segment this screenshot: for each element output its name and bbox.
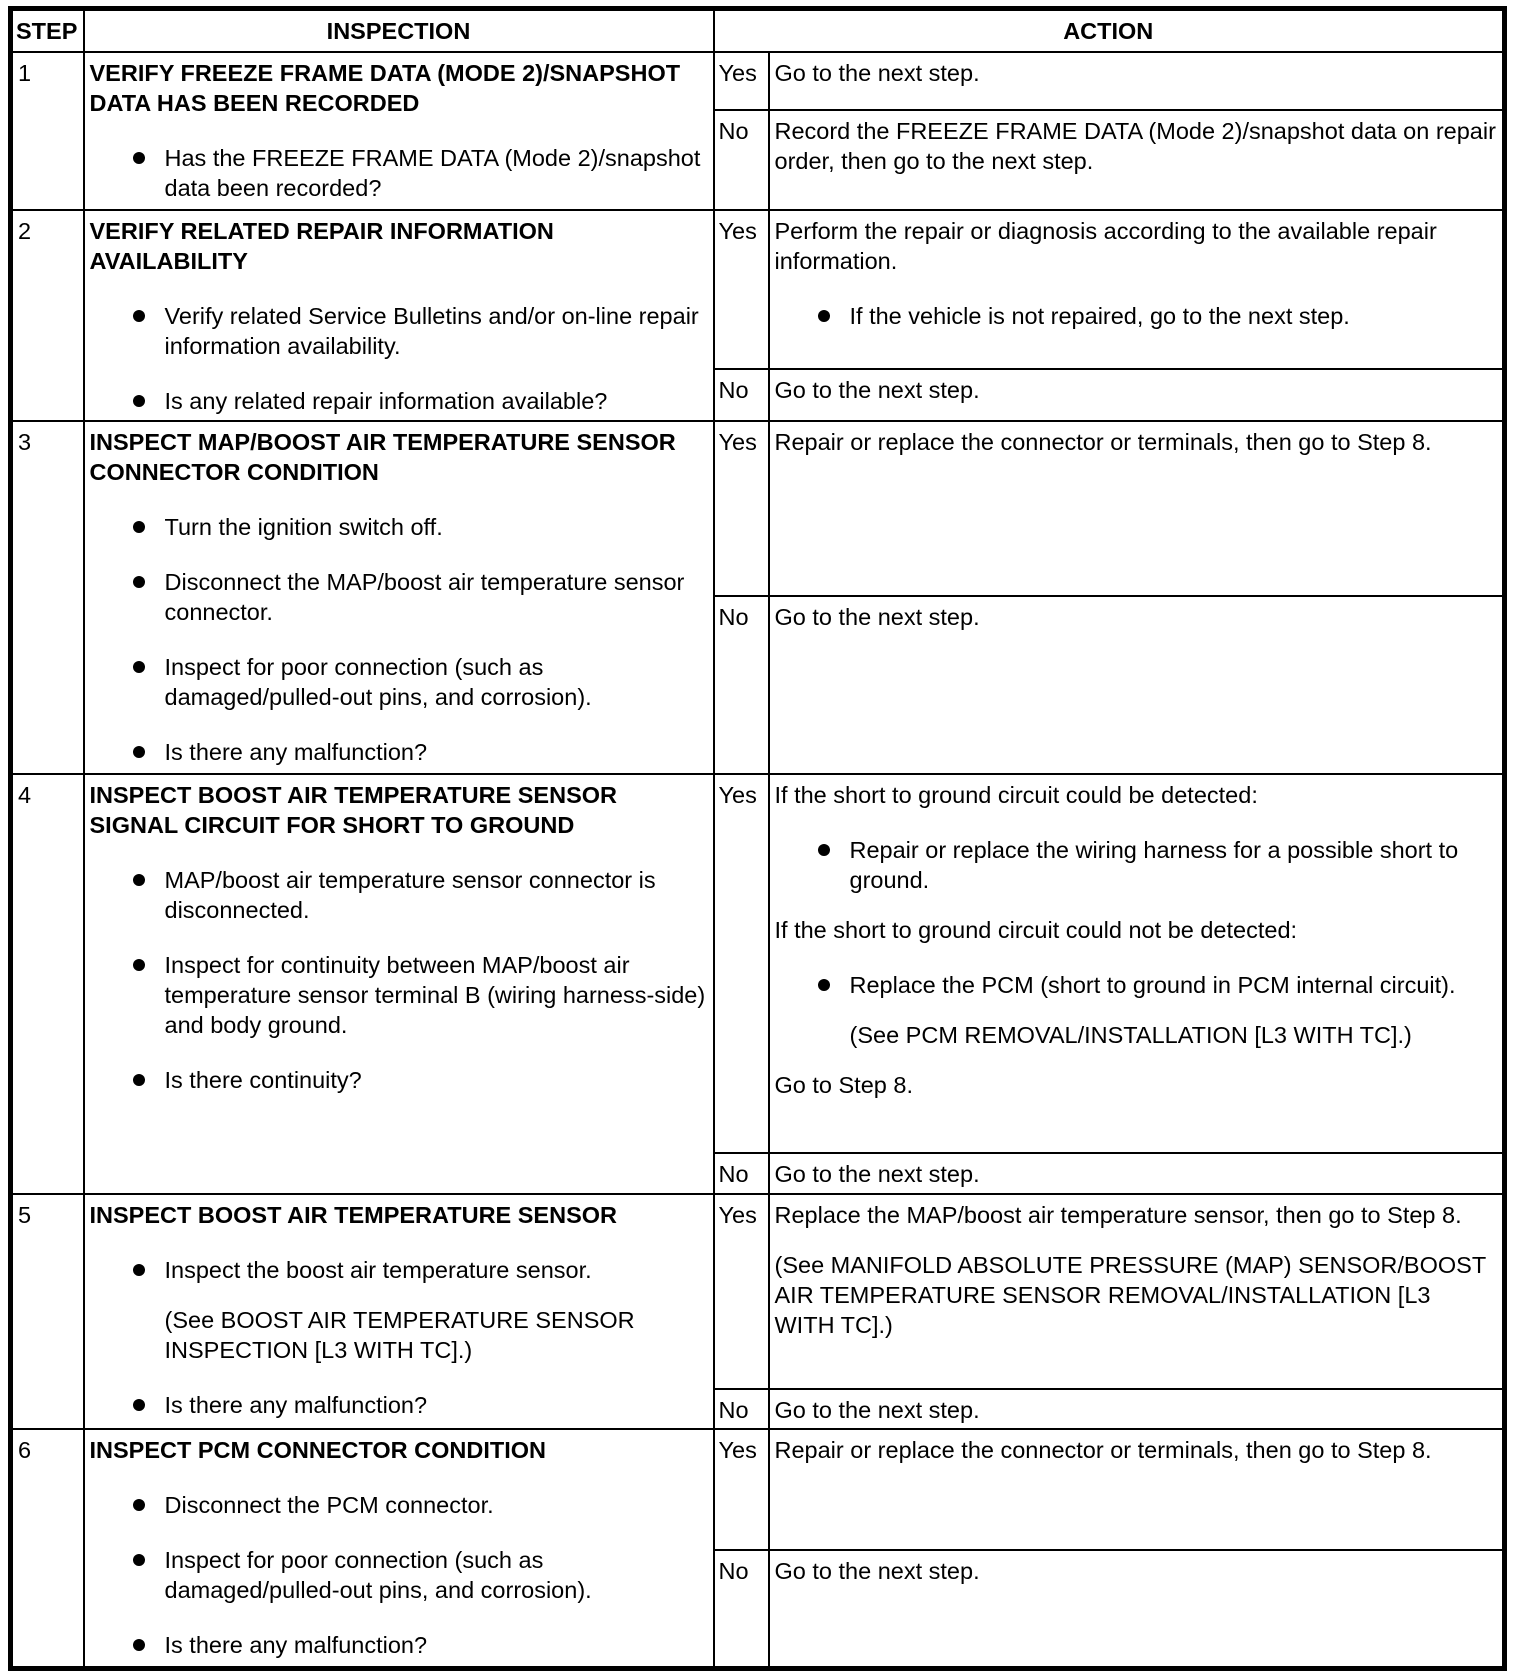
yes-label: Yes [714,210,769,369]
inspection-cell [84,210,714,421]
bullet-icon [133,1264,145,1276]
no-label: No [714,369,769,421]
bullet-icon [133,1499,145,1511]
step-number: 6 [11,1429,84,1668]
inspection-title: INSPECT MAP/BOOST AIR TEMPERATURE SENSOR CONNECTOR CONDITION [89,429,676,485]
header-step: STEP [11,9,84,53]
inspection-bullet: Disconnect the MAP/boost air temperature sensor connector. [90,567,708,627]
action-bullet: Repair or replace the wiring harness for a possible short to ground. [775,835,1498,895]
bullet-icon [133,576,145,588]
inspection-bullet: Disconnect the PCM connector. [90,1490,708,1520]
bullet-icon [133,661,145,673]
inspection-title: VERIFY RELATED REPAIR INFORMATION AVAILABILITY [89,218,554,274]
yes-action: Replace the MAP/boost air temperature sensor, then go to Step 8. (See MANIFOLD ABSOLUTE PRESSURE (MAP) SENSOR/BOOST AIR TEMPERATURE SENSOR REMOVAL/INSTALLATION [L3 WITH TC].) [769,1194,1505,1389]
no-action: Go to the next step. [769,1153,1505,1194]
inspection-bullet: Has the FREEZE FRAME DATA (Mode 2)/snapshot data been recorded? [90,143,708,203]
bullet-icon [818,844,830,856]
diagnostic-table [8,6,1507,1671]
table-row [11,1194,1505,1389]
bullet-icon [818,310,830,322]
reference-note: (See BOOST AIR TEMPERATURE SENSOR INSPECTION [L3 WITH TC].) [164,1307,635,1363]
yes-label: Yes [714,421,769,596]
bullet-icon [133,1639,145,1651]
bullet-icon [133,1074,145,1086]
inspection-bullet: Is there any malfunction? [90,1390,708,1420]
no-action: Go to the next step. [769,596,1505,774]
no-label: No [714,1550,769,1668]
inspection-title: INSPECT BOOST AIR TEMPERATURE SENSOR SIGNAL CIRCUIT FOR SHORT TO GROUND [89,782,617,838]
step-number: 5 [11,1194,84,1429]
step-number: 2 [11,210,84,421]
table-row [11,1429,1505,1550]
bullet-icon [133,1554,145,1566]
inspection-bullet: Is any related repair information available? [90,386,708,416]
bullet-icon [133,746,145,758]
table-row [11,210,1505,369]
inspection-bullet: Inspect the boost air temperature sensor. (See BOOST AIR TEMPERATURE SENSOR INSPECTION [L3 WITH TC].) [90,1255,708,1365]
reference-note: (See MANIFOLD ABSOLUTE PRESSURE (MAP) SENSOR/BOOST AIR TEMPERATURE SENSOR REMOVAL/INSTALLATION [L3 WITH TC].) [774,1252,1486,1338]
inspection-cell [84,774,714,1194]
bullet-icon [133,874,145,886]
yes-label: Yes [714,52,769,110]
yes-label: Yes [714,1429,769,1550]
bullet-icon [818,979,830,991]
yes-action: If the short to ground circuit could be detected: Repair or replace the wiring harness for a possible short to ground. If the short to ground circuit could not be detected: Replace the PCM (short to ground in PCM internal circuit). (See PCM REMOVAL/INSTALLATION [L3 WITH TC].) Go to Step 8. [769,774,1505,1153]
reference-note: (See PCM REMOVAL/INSTALLATION [L3 WITH TC].) [849,1022,1412,1048]
no-label: No [714,1153,769,1194]
bullet-icon [133,152,145,164]
action-bullet: If the vehicle is not repaired, go to the next step. [775,301,1498,331]
inspection-cell [84,421,714,774]
yes-label: Yes [714,1194,769,1389]
yes-action: Go to the next step. [769,52,1505,110]
step-number: 4 [11,774,84,1194]
inspection-title: VERIFY FREEZE FRAME DATA (MODE 2)/SNAPSHOT DATA HAS BEEN RECORDED [89,60,681,116]
header-inspection: INSPECTION [84,9,714,53]
inspection-bullet: Verify related Service Bulletins and/or on-line repair information availability. [90,301,708,361]
inspection-cell [84,1429,714,1668]
bullet-icon [133,310,145,322]
header-row [11,9,1505,53]
inspection-bullet: Inspect for poor connection (such as damaged/pulled-out pins, and corrosion). [90,1545,708,1605]
inspection-bullet: Is there continuity? [90,1065,708,1095]
table-row [11,52,1505,110]
no-action: Go to the next step. [769,1550,1505,1668]
inspection-cell [84,52,714,210]
bullet-icon [133,1399,145,1411]
yes-label: Yes [714,774,769,1153]
table-row [11,774,1505,1153]
inspection-bullet: Inspect for poor connection (such as damaged/pulled-out pins, and corrosion). [90,652,708,712]
inspection-title: INSPECT PCM CONNECTOR CONDITION [89,1437,547,1463]
no-label: No [714,596,769,774]
bullet-icon [133,395,145,407]
no-action: Go to the next step. [769,369,1505,421]
step-number: 3 [11,421,84,774]
yes-action: Repair or replace the connector or terminals, then go to Step 8. [769,1429,1505,1550]
step-number: 1 [11,52,84,210]
table-row [11,421,1505,596]
yes-action: Repair or replace the connector or terminals, then go to Step 8. [769,421,1505,596]
no-label: No [714,110,769,210]
action-bullet: Replace the PCM (short to ground in PCM internal circuit). (See PCM REMOVAL/INSTALLATION [L3 WITH TC].) [775,970,1498,1050]
inspection-cell [84,1194,714,1429]
inspection-title: INSPECT BOOST AIR TEMPERATURE SENSOR [89,1202,617,1228]
no-label: No [714,1389,769,1429]
no-action: Record the FREEZE FRAME DATA (Mode 2)/snapshot data on repair order, then go to the next step. [769,110,1505,210]
header-action: ACTION [714,9,1505,53]
inspection-bullet: MAP/boost air temperature sensor connector is disconnected. [90,865,708,925]
no-action: Go to the next step. [769,1389,1505,1429]
yes-action: Perform the repair or diagnosis according to the available repair information. If the vehicle is not repaired, go to the next step. [769,210,1505,369]
inspection-bullet: Inspect for continuity between MAP/boost air temperature sensor terminal B (wiring harness-side) and body ground. [90,950,708,1040]
bullet-icon [133,521,145,533]
bullet-icon [133,959,145,971]
inspection-bullet: Is there any malfunction? [90,1630,708,1660]
inspection-bullet: Turn the ignition switch off. [90,512,708,542]
inspection-bullet: Is there any malfunction? [90,737,708,767]
